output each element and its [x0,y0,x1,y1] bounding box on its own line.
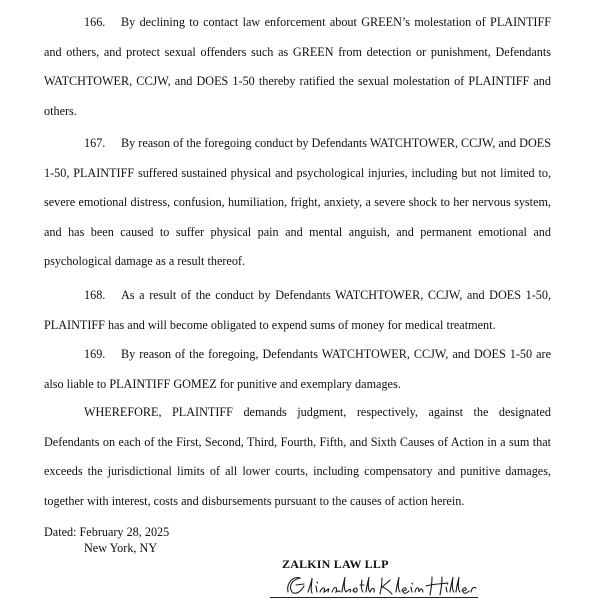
dated-line: Dated: February 28, 2025 [44,525,170,539]
paragraph-167 [44,129,551,277]
dated-block [44,524,169,556]
paragraph-169 [44,340,551,399]
paragraph-text: By reason of the foregoing conduct by Defendants WATCHTOWER, CCJW, and DOES 1-50, PLAINTIFF suffered sustained physical and psychological injuries, including but not limited to, severe emotional distress, confusion, humiliation, fright, anxiety, a severe shock to her nervous system, and has been caused to suffer physical pain and mental anguish, and permanent emotional and psychological damage as a result thereof. [44,136,551,269]
dated-location: New York, NY [84,541,158,555]
firm-name: ZALKIN LAW LLP [282,557,389,571]
paragraph-number: 166. [84,15,106,29]
signature-line [270,597,478,598]
paragraph-168 [44,281,551,340]
paragraph-number: 169. [84,347,106,361]
paragraph-text: By declining to contact law enforcement about GREEN’s molestation of PLAINTIFF and others, and protect sexual offenders such as GREEN from detection or punishment, Defendants WATCHTOWER, CCJW, and DOES 1-50 thereby ratified the sexual molestation of PLAINTIFF and others. [44,15,551,118]
wherefore-clause: WHEREFORE, PLAINTIFF demands judgment, respectively, against the designated Defendants on each of the First, Second, Third, Fourth, Fifth, and Sixth Causes of Action in a sum that exceeds the jurisdictional limits of all lower courts, including compensatory and punitive damages, together with interest, costs and disbursements pursuant to the causes of action herein. [44,405,551,508]
paragraph-166 [44,8,551,126]
paragraph-number: 167. [84,136,106,150]
paragraph-text: By reason of the foregoing, Defendants WATCHTOWER, CCJW, and DOES 1-50 are also liable to PLAINTIFF GOMEZ for punitive and exemplary damages. [44,347,551,391]
paragraph-text: As a result of the conduct by Defendants WATCHTOWER, CCJW, and DOES 1-50, PLAINTIFF has and will become obligated to expend sums of money for medical treatment. [44,288,551,332]
paragraph-number: 168. [84,288,106,302]
signature-image [282,572,478,600]
